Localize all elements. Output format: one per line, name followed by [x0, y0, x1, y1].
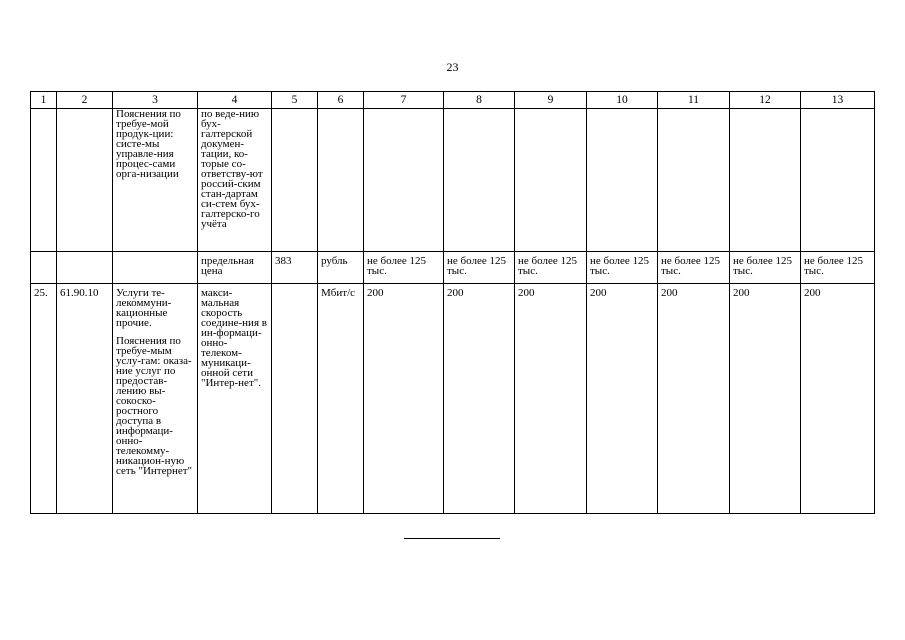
table-cell	[113, 252, 198, 284]
table-cell	[57, 109, 113, 252]
value-cell: 200	[658, 284, 730, 514]
column-header-7: 7	[364, 92, 444, 109]
value-cell: не более 125 тыс.	[444, 252, 515, 284]
value-cell: не более 125 тыс.	[587, 252, 658, 284]
unit-cell: Мбит/с	[318, 284, 364, 514]
value-cell: 200	[364, 284, 444, 514]
column-header-4: 4	[198, 92, 272, 109]
value-cell: не более 125 тыс.	[515, 252, 587, 284]
value-cell: не более 125 тыс.	[730, 252, 801, 284]
table-row	[31, 252, 875, 284]
column-header-2: 2	[57, 92, 113, 109]
row-number-cell: 25.	[31, 284, 57, 514]
service-explanation: Пояснения по требуе-мым услу-гам: оказа-ние услуг по предостав-лению вы-сокоско-ростного доступа в информаци-онно-телекомму-никацион-ную сеть "Интернет"	[116, 335, 193, 477]
column-header-3: 3	[113, 92, 198, 109]
value-cell: 200	[587, 284, 658, 514]
value-cell: не более 125 тыс.	[364, 252, 444, 284]
code-cell: 383	[272, 252, 318, 284]
column-header-12: 12	[730, 92, 801, 109]
unit-cell: рубль	[318, 252, 364, 284]
value-cell: не более 125 тыс.	[658, 252, 730, 284]
table-row	[31, 284, 875, 514]
column-header-1: 1	[31, 92, 57, 109]
column-header-13: 13	[801, 92, 875, 109]
column-header-11: 11	[658, 92, 730, 109]
table-header-row	[31, 92, 875, 109]
code-cell	[272, 284, 318, 514]
okpd-code-cell: 61.90.10	[57, 284, 113, 514]
table-cell	[801, 109, 875, 252]
specification-table	[30, 91, 875, 514]
table-cell	[318, 109, 364, 252]
characteristic-cell: по веде-нию бух-галтерской докумен-тации, ко-торые со-ответству-ют россий-ским стан-дартам си-стем бух-галтерско-го учёта	[198, 109, 272, 252]
table-cell	[658, 109, 730, 252]
table-cell	[444, 109, 515, 252]
footer-divider	[404, 538, 500, 539]
table-cell	[515, 109, 587, 252]
value-cell: не более 125 тыс.	[801, 252, 875, 284]
column-header-9: 9	[515, 92, 587, 109]
value-cell: 200	[515, 284, 587, 514]
value-cell: 200	[801, 284, 875, 514]
table-cell	[730, 109, 801, 252]
service-name-cell	[113, 284, 198, 514]
column-header-10: 10	[587, 92, 658, 109]
table-row	[31, 109, 875, 252]
table-cell	[31, 252, 57, 284]
table-cell	[364, 109, 444, 252]
table-cell	[31, 109, 57, 252]
column-header-6: 6	[318, 92, 364, 109]
table-cell	[57, 252, 113, 284]
value-cell: 200	[730, 284, 801, 514]
page-number: 23	[446, 60, 459, 74]
column-header-8: 8	[444, 92, 515, 109]
table-cell	[587, 109, 658, 252]
characteristic-cell: предельная цена	[198, 252, 272, 284]
value-cell: 200	[444, 284, 515, 514]
column-header-5: 5	[272, 92, 318, 109]
service-name: Услуги те-лекоммуни-кационные прочие.	[116, 287, 172, 329]
product-explanation-cell: Пояснения по требуе-мой продук-ции: систе-мы управле-ния процес-сами орга-низации	[113, 109, 198, 252]
characteristic-cell: макси-мальная скорость соедине-ния в ин-формаци-онно-телеком-муникаци-онной сети "Интер-нет".	[198, 284, 272, 514]
table-cell	[272, 109, 318, 252]
